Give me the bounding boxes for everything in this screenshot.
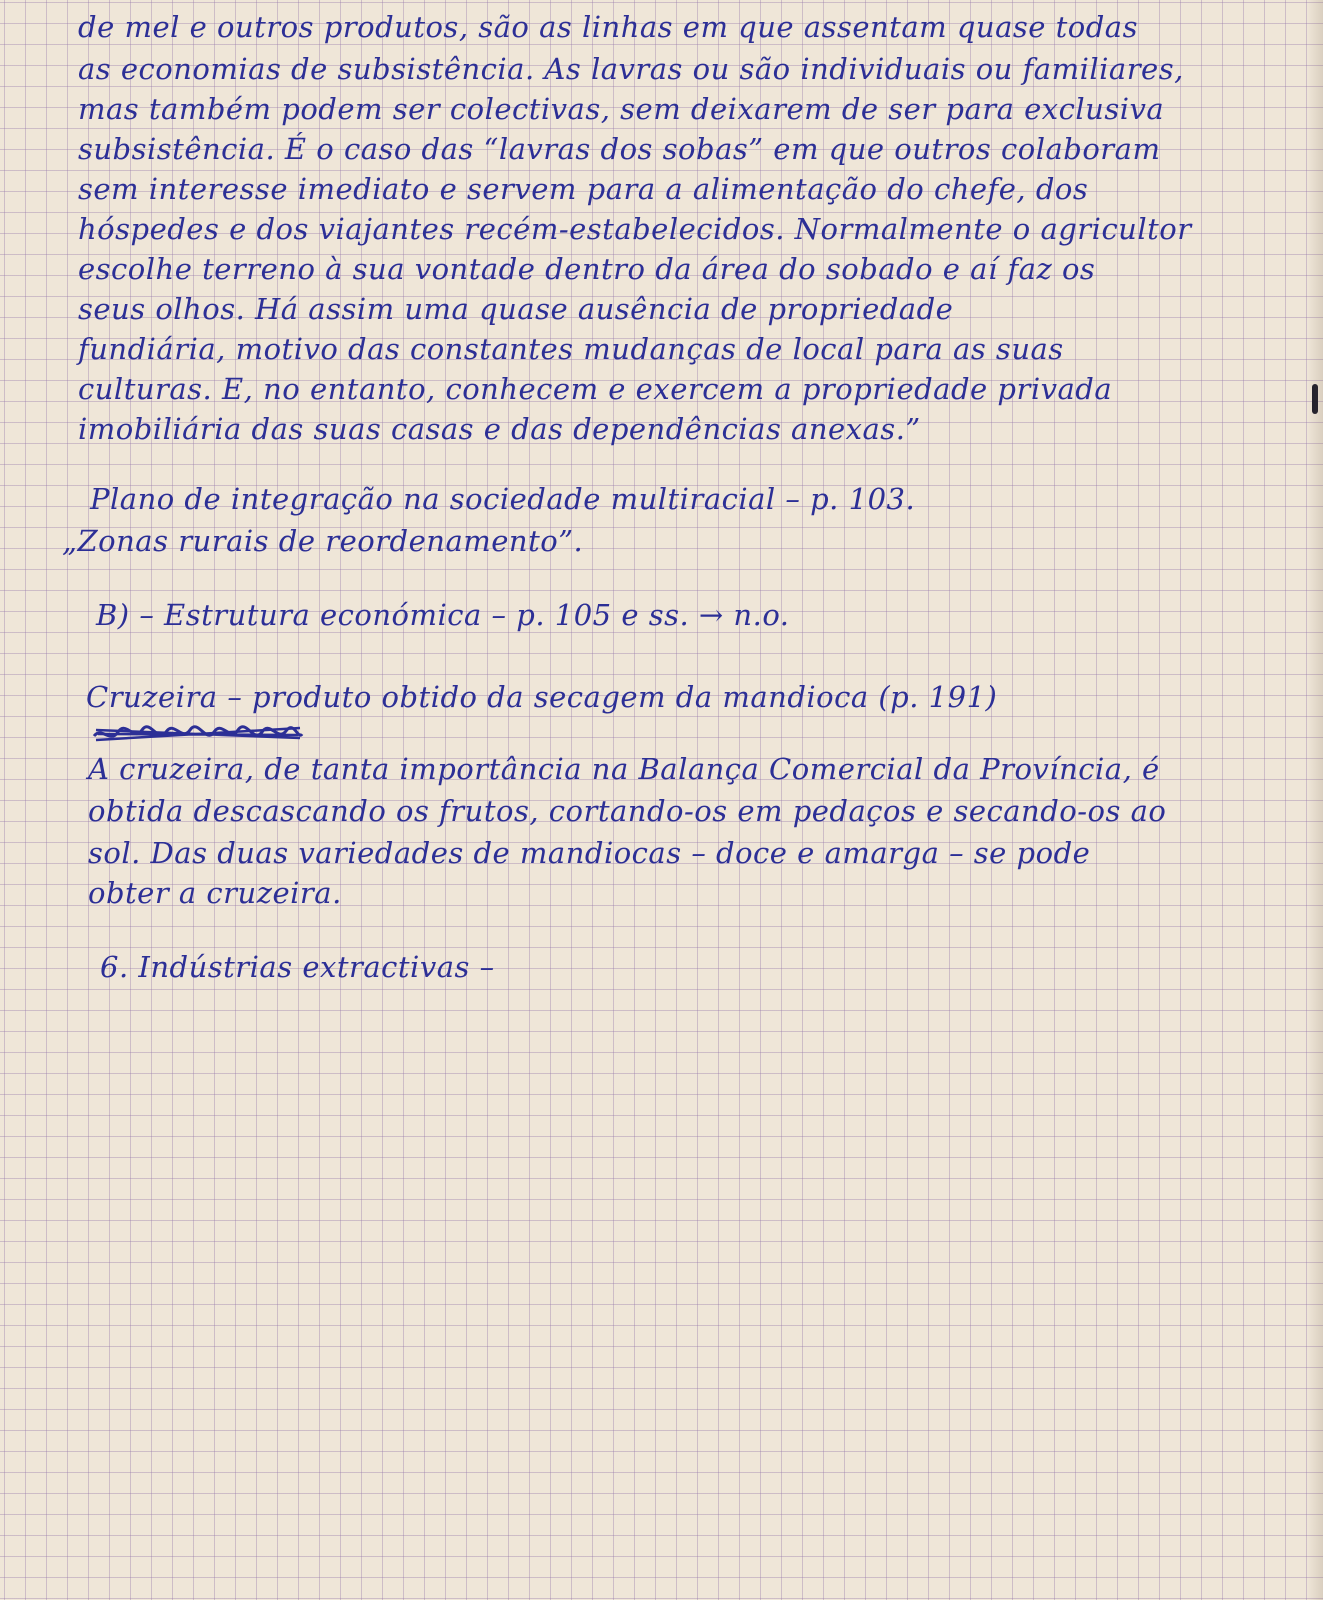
text-line: obter a cruzeira. [88,876,342,910]
text-line: obtida descascando os frutos, cortando-os em pedaços e secando-os ao [88,794,1167,828]
text-line: subsistência. É o caso das “lavras dos sobas” em que outros colaboram [78,132,1161,166]
text-line: imobiliária das suas casas e das dependências anexas.” [78,412,921,446]
text-line: „Zonas rurais de reordenamento”. [62,524,584,558]
text-line: Cruzeira – produto obtido da secagem da mandioca (p. 191) [86,680,998,714]
text-line: seus olhos. Há assim uma quase ausência de propriedade [78,292,954,326]
text-line: culturas. E, no entanto, conhecem e exercem a propriedade privada [78,372,1113,406]
text-line: fundiária, motivo das constantes mudanças de local para as suas [78,332,1064,366]
text-line: sol. Das duas variedades de mandiocas – doce e amarga – se pode [88,836,1091,870]
text-line: sem interesse imediato e servem para a alimentação do chefe, dos [78,172,1089,206]
text-line: escolhe terreno à sua vontade dentro da área do sobado e aí faz os [78,252,1096,286]
text-line: as economias de subsistência. As lavras ou são individuais ou familiares, [78,52,1184,86]
page-edge-mark [1312,384,1318,414]
section-heading: B) – Estrutura económica – p. 105 e ss. → n.o. [96,598,790,632]
text-line: Plano de integração na sociedade multiracial – p. 103. [90,482,916,516]
text-line: mas também podem ser colectivas, sem deixarem de ser para exclusiva [78,92,1165,126]
text-line: de mel e outros produtos, são as linhas em que assentam quase todas [78,10,1138,44]
crossed-out-word [92,722,304,746]
text-line: A cruzeira, de tanta importância na Balança Comercial da Província, é [88,752,1160,786]
section-heading: 6. Indústrias extractivas – [100,950,495,984]
text-line: hóspedes e dos viajantes recém-estabelecidos. Normalmente o agricultor [78,212,1192,246]
